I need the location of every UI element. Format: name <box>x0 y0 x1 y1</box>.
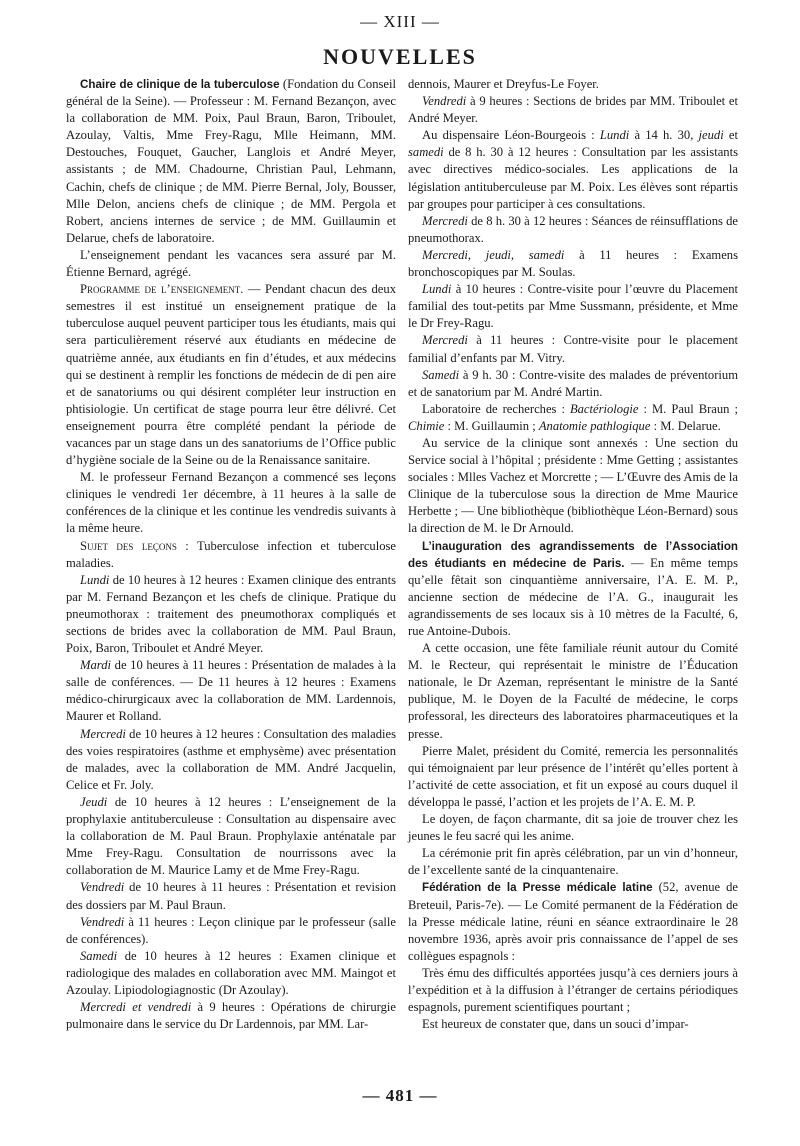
day-label: Lundi <box>80 572 110 587</box>
paragraph-heading: Sujet des leçons <box>80 538 177 553</box>
paragraph-text: — En même temps qu’elle fêtait son cinquantième anniversaire, l’A. E. M. P., ancienne section de médecine de l’A. G., inaugurait les agrandissements de ses locaux sis à 10 mètres de la Faculté, 6, rue Antoine-Dubois. <box>408 555 739 638</box>
left-paragraph <box>66 657 396 725</box>
paragraph-text: : Tuberculose infection et tuberculose maladies. <box>66 538 396 570</box>
day-label: Mercredi, jeudi, samedi <box>422 247 565 262</box>
day-label: Vendredi <box>80 914 125 929</box>
paragraph-text: à 9 h. 30 : Contre-visite des malades de préventorium et de sanatorium par M. André Martin. <box>408 367 738 399</box>
day-label: Mercredi <box>422 333 468 348</box>
paragraph-text: M. le professeur Fernand Bezançon a commencé ses leçons cliniques le vendredi 1er décembre, à 11 heures à la salle de conférences de la clinique et les continue les vendredis suivants à la même heure. <box>66 470 396 536</box>
emphasis: Anatomie pathlogique <box>538 418 651 433</box>
paragraph-text: Est heureux de constater que, dans un souci d’impar- <box>422 1017 689 1032</box>
right-paragraph <box>408 879 738 964</box>
left-paragraph <box>66 948 396 999</box>
day-label: Samedi <box>80 948 118 963</box>
right-paragraph <box>408 811 738 845</box>
paragraph-text: à 9 heures : Opérations de chirurgie pulmonaire dans le service du Dr Lardennois, par MM. Lar- <box>66 1000 396 1032</box>
paragraph-text: Le doyen, de façon charmante, dit sa joie de trouver chez les jeunes le feu sacré qui les anime. <box>408 812 738 844</box>
day-label: Jeudi <box>80 794 108 809</box>
day-label: Lundi <box>422 282 452 297</box>
emphasis: Bactériologie <box>569 401 639 416</box>
emphasis: jeudi <box>698 128 724 143</box>
left-column <box>66 76 396 1033</box>
right-paragraph <box>408 538 738 641</box>
left-paragraph <box>66 469 396 537</box>
page-number-roman: — XIII — <box>360 12 440 31</box>
paragraph-text: à 14 h. 30, <box>629 128 699 143</box>
right-paragraph <box>408 1016 738 1033</box>
right-paragraph <box>408 247 738 281</box>
right-paragraph <box>408 845 738 879</box>
right-paragraph <box>408 332 738 366</box>
paragraph-text: La cérémonie prit fin après célébration, par un vin d’honneur, de l’excellente santé de la cinquantenaire. <box>408 846 738 878</box>
emphasis: samedi <box>408 145 444 160</box>
paragraph-text: de 10 heures à 12 heures : Examen clinique et radiologique des malades en collaboration avec MM. Maingot et Azoulay. Lipiodologiagnostic (Dr Azoulay). <box>66 948 396 997</box>
left-paragraph <box>66 538 396 572</box>
paragraph-text: de 10 heures à 11 heures : Présentation et revision des dossiers par M. Paul Braun. <box>66 880 396 912</box>
paragraph-text: Pierre Malet, président du Comité, remercia les personnalités qui témoignaient par leur présence de l’intérêt qu’elles portent à l’activité de cette association, et fit un exposé au cours duquel il développa le passé, l’action et les projets de l’A. E. M. P. <box>408 743 738 809</box>
left-paragraph <box>66 914 396 948</box>
emphasis: Chimie <box>408 418 445 433</box>
day-label: Vendredi <box>80 880 125 895</box>
right-paragraph <box>408 965 738 1016</box>
right-paragraph <box>408 743 738 811</box>
left-paragraph <box>66 76 396 247</box>
paragraph-text: de 10 heures à 11 heures : Présentation de malades à la salle de conférences. — De 11 heures à 12 heures : Examens médico-chirurgicaux avec la collaboration de MM. Lardennois, Maurer et Rolland. <box>66 658 396 724</box>
right-paragraph <box>408 281 738 332</box>
paragraph-text: à 11 heures : Leçon clinique par le professeur (salle de conférences). <box>66 914 396 946</box>
day-label: Vendredi <box>422 94 467 109</box>
paragraph-heading: Programme de l’enseignement. <box>80 282 244 297</box>
paragraph-text: : M. Paul Braun ; <box>638 401 738 416</box>
day-label: Mercredi et vendredi <box>80 1000 192 1015</box>
left-paragraph <box>66 572 396 657</box>
right-paragraph <box>408 640 738 743</box>
day-label: Mercredi <box>422 213 468 228</box>
right-paragraph <box>408 76 738 93</box>
paragraph-text: de 8 h. 30 à 12 heures : Consultation par les assistants avec directives médico-sociales. Les applications de la législation antituberculeuse par M. Poix. Les élèves sont répartis par groupes pour participer à ces consultations. <box>408 145 738 211</box>
day-label: Mardi <box>80 658 112 673</box>
paragraph-text: de 8 h. 30 à 12 heures : Séances de réinsufflations de pneumothorax. <box>408 213 738 245</box>
section-title: NOUVELLES <box>323 44 477 69</box>
paragraph-heading: Fédération de la Presse médicale latine <box>422 881 653 895</box>
right-paragraph <box>408 367 738 401</box>
paragraph-text: : M. Guillaumin ; <box>444 418 539 433</box>
right-paragraph <box>408 401 738 435</box>
left-paragraph <box>66 879 396 913</box>
right-paragraph <box>408 93 738 127</box>
day-label: Samedi <box>422 367 460 382</box>
left-paragraph <box>66 281 396 469</box>
paragraph-text: de 10 heures à 12 heures : Examen clinique des entrants par M. Fernand Bezançon et les chefs de clinique. Pratique du pneumothorax : traitement des pneumothorax compliqués et sections de brides avec la collaboration de MM. Paul Braun, Poix, Baron, Triboulet et André Meyer. <box>66 572 396 656</box>
paragraph-heading: Chaire de clinique de la tuberculose <box>80 78 280 91</box>
paragraph-text: et <box>723 128 738 143</box>
paragraph-text: dennois, Maurer et Dreyfus-Le Foyer. <box>408 77 599 91</box>
paragraph-text: L’enseignement pendant les vacances sera assuré par M. Étienne Bernard, agrégé. <box>66 247 396 280</box>
right-paragraph <box>408 435 738 538</box>
paragraph-text: (52, avenue de Breteuil, Paris-7e). — Le Comité permanent de la Fédération de la Presse médicale latine, réuni en séance extraordinaire le 28 novembre 1936, après avoir pris connaissance de l’appel de ses collègues espagnols : <box>408 880 738 963</box>
emphasis: Lundi <box>599 128 630 143</box>
paragraph-text: à 11 heures : Contre-visite pour le placement familial d’enfants par M. Vitry. <box>408 333 738 365</box>
paragraph-text: à 10 heures : Contre-visite pour l’œuvre du Placement familial des tout-petits par Mme Sussmann, présidente, et Mme le Dr Frey-Ragu. <box>408 282 738 331</box>
paragraph-text: à 9 heures : Sections de brides par MM. Triboulet et André Meyer. <box>408 94 738 126</box>
paragraph-text: Très ému des difficultés apportées jusqu’à ces derniers jours à l’expédition et à la diffusion à l’étranger de certains périodiques espagnols, purement scientifiques pourtant ; <box>408 965 738 1015</box>
paragraph-text: A cette occasion, une fête familiale réunit autour du Comité M. le Recteur, qui représentait le ministre de l’Éducation nationale, le Dr Azeman, représentant le ministre de la Santé publique, M. le Doyen de la Faculté de médecine, le corps professoral, les directeurs des laboratoires pharmaceutiques et la presse. <box>408 641 738 741</box>
right-paragraph <box>408 127 738 212</box>
left-paragraph <box>66 999 396 1033</box>
paragraph-text: Au service de la clinique sont annexés : Une section du Service social à l’hôpital ; présidente : Mme Getting ; assistantes sociales : Mlles Vachez et Morcrette ; — L’Œuvre des Amis de la Clinique de la tuberculose sous la direction de Mme Maurice Herbette ; — Une bibliothèque (bibliothèque Léon-Bernard) sous la direction de M. le Dr Arnould. <box>408 435 738 536</box>
paragraph-heading: L’inauguration des agrandissements de l’Association des étudiants en médecine de Paris. <box>408 539 738 570</box>
paragraph-text: (Fondation du Conseil général de la Seine). — Professeur : M. Fernand Bezançon, avec la collaboration de MM. Poix, Paul Braun, Baron, Triboulet, Azoulay, Valtis, Mme Frey-Ragu, Mlle Heimann, MM. Destouches, Fouquet, Gaucher, Langlois et André Meyer, assistants ; de MM. Chadourne, Christian Paul, Lehmann, Cachin, chefs de clinique ; de MM. Pierre Bernal, Joly, Bousser, Mlle Delon, anciens chefs de clinique ; de MM. Pergola et Robert, anciens internes de service ; de MM. Guillaumin et Delarue, chefs de laboratoire. <box>66 77 397 245</box>
paragraph-text: à 11 heures : Examens bronchoscopiques par M. Soulas. <box>408 247 738 280</box>
right-paragraph <box>408 213 738 247</box>
left-paragraph <box>66 726 396 794</box>
paragraph-text: : M. Delarue. <box>650 418 721 433</box>
page-number: — 481 — <box>362 1086 438 1105</box>
paragraph-text: de 10 heures à 12 heures : L’enseignement de la prophylaxie antituberculeuse : Consultation au dispensaire avec la collaboration de M. Paul Braun. Prophylaxie anténatale par Mme Frey-Ragu. Consultation de nourrissons avec la collaboration de M. Maurice Lamy et de Mme Frey-Ragu. <box>66 794 396 878</box>
left-paragraph <box>66 794 396 879</box>
paragraph-text: Laboratoire de recherches : <box>422 401 570 416</box>
left-paragraph <box>66 247 396 281</box>
right-column <box>408 76 738 1033</box>
paragraph-text: Au dispensaire Léon-Bourgeois : <box>422 128 600 143</box>
paragraph-text: de 10 heures à 12 heures : Consultation des maladies des voies respiratoires (asthme et emphysème) avec présentation de malades, avec la collaboration de MM. André Jacquelin, Celice et Fr. Joly. <box>66 726 396 792</box>
paragraph-text: — Pendant chacun des deux semestres il est institué un enseignement pratique de la tuberculose auquel peuvent participer tous les étudiants, mais qui sera particulièrement réservé aux étudiants en médecine de quatrième année, aux étudiants en fin d’études, et aux médecins qui se destinent à remplir les fonctions de médecin de di pen aire et de sanatoriums ou qui désirent compléter leur instruction en phtisiologie. Un certificat de stage pourra leur être délivré. Cet enseignement pourra être complété pendant la période de vacances par un stage dans un des sanatoriums de l’Office public d’hygiène sociale de la Seine ou de la Renaissance sanitaire. <box>66 282 396 468</box>
day-label: Mercredi <box>80 726 126 741</box>
